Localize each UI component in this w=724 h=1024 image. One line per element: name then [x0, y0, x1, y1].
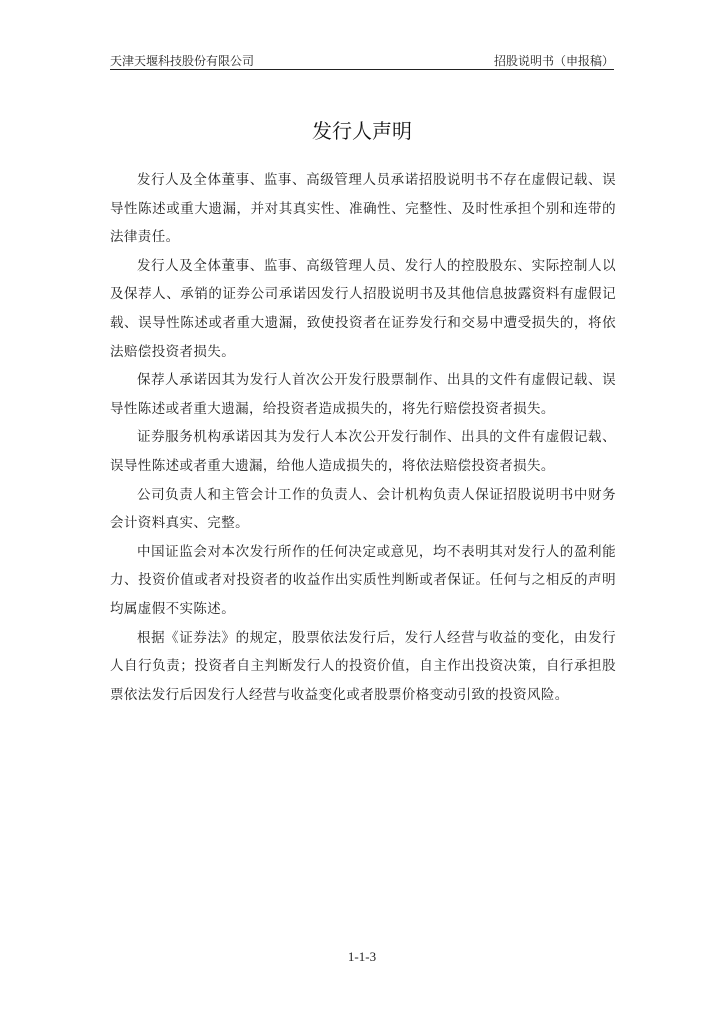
paragraph: 保荐人承诺因其为发行人首次公开发行股票制作、出具的文件有虚假记载、误导性陈述或者重大遗漏，给投资者造成损失的，将先行赔偿投资者损失。	[110, 372, 616, 417]
paragraph: 证券服务机构承诺因其为发行人本次公开发行制作、出具的文件有虚假记载、误导性陈述或者重大遗漏，给他人造成损失的，将依法赔偿投资者损失。	[110, 429, 616, 474]
declaration-body	[110, 166, 616, 709]
paragraph: 发行人及全体董事、监事、高级管理人员承诺招股说明书不存在虚假记载、误导性陈述或重大遗漏，并对其真实性、准确性、完整性、及时性承担个别和连带的法律责任。	[110, 172, 616, 246]
header-document-type: 招股说明书（申报稿）	[493, 54, 614, 68]
page-number: 1-1-3	[347, 949, 377, 964]
paragraph: 发行人及全体董事、监事、高级管理人员、发行人的控股股东、实际控制人以及保荐人、承销的证券公司承诺因发行人招股说明书及其他信息披露资料有虚假记载、误导性陈述或者重大遗漏，致使投资者在证券发行和交易中遭受损失的，将依法赔偿投资者损失。	[110, 257, 616, 360]
page-header	[110, 49, 614, 70]
paragraph: 公司负责人和主管会计工作的负责人、会计机构负责人保证招股说明书中财务会计资料真实、完整。	[110, 486, 616, 532]
header-company-name: 天津天堰科技股份有限公司	[110, 54, 255, 68]
page-title: 发行人声明	[312, 119, 412, 143]
paragraph: 根据《证券法》的规定，股票依法发行后，发行人经营与收益的变化，由发行人自行负责；投资者自主判断发行人的投资价值，自主作出投资决策，自行承担股票依法发行后因发行人经营与收益变化或者股票价格变动引致的投资风险。	[110, 629, 616, 703]
paragraph: 中国证监会对本次发行所作的任何决定或意见，均不表明其对发行人的盈利能力、投资价值或者对投资者的收益作出实质性判断或者保证。任何与之相反的声明均属虚假不实陈述。	[110, 543, 616, 617]
